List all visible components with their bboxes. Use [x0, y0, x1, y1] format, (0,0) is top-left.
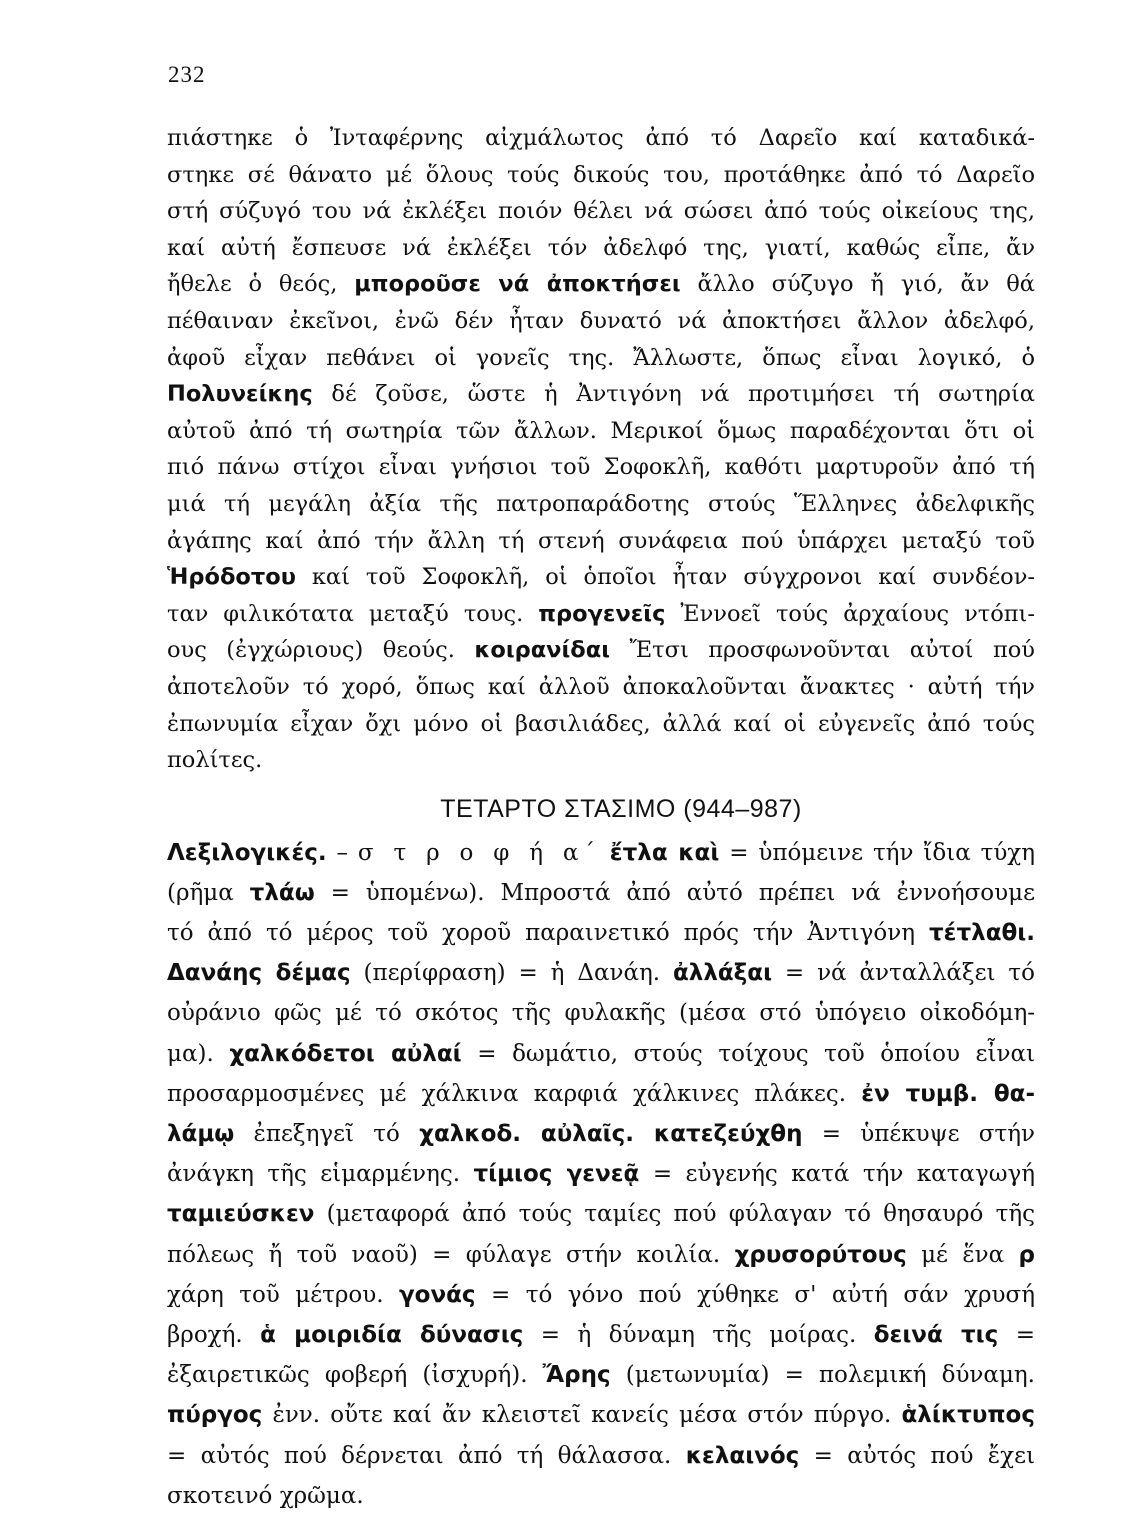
commentary-paragraph: [167, 120, 1035, 779]
text-line: σκοτεινό χρῶμα.: [167, 1482, 364, 1509]
bold-term: ἔτλα καὶ: [609, 839, 720, 866]
text-line: καί αὐτή ἔσπευσε νά ἐκλέξει τόν ἀδελφό της, γιατί, καθώς εἶπε, ἄν: [167, 234, 1035, 261]
text-line: ἀγάπης καί ἀπό τήν ἄλλη τή στενή συνάφεια πού ὑπάρχει μεταξύ τοῦ: [167, 527, 1035, 554]
text-line: Ἡρόδοτου καί τοῦ Σοφοκλῆ, οἱ ὁποῖοι ἦταν σύγχρονοι καί συνδέον-: [167, 564, 1035, 591]
text-line: ἤθελε ὁ θεός, μποροῦσε νά ἀποκτήσει ἄλλο σύζυγο ἤ γιό, ἄν θά: [167, 271, 1035, 298]
text-line: πύργος ἐνν. οὔτε καί ἄν κλειστεῖ κανείς μέσα στόν πύργο. ἁλίκτυπος: [167, 1402, 1035, 1429]
bold-term: ταμιεύσκεν: [167, 1201, 315, 1228]
text-line: οὐράνιο φῶς μέ τό σκότος τῆς φυλακῆς (μέσα στό ὑπόγειο οἰκοδόμη-: [167, 1000, 1035, 1027]
text-line: πέθαιναν ἐκεῖνοι, ἐνῶ δέν ἦταν δυνατό νά ἀποκτήσει ἄλλον ἀδελφό,: [167, 307, 1035, 334]
page-number: 232: [168, 62, 206, 87]
text-line: τό ἀπό τό μέρος τοῦ χοροῦ παραινετικό πρός τήν Ἀντιγόνη τέτλαθι.: [167, 920, 1035, 947]
text-line: (ρῆμα τλάω = ὑπομένω). Μπροστά ἀπό αὐτό πρέπει νά ἐννοήσουμε: [167, 879, 1035, 906]
text-line: ταμιεύσκεν (μεταφορά ἀπό τούς ταμίες πού φύλαγαν τό θησαυρό τῆς: [167, 1201, 1035, 1228]
bold-term: Πολυνείκης: [167, 381, 313, 408]
text-line: Πολυνείκης δέ ζοῦσε, ὥστε ἡ Ἀντιγόνη νά προτιμήσει τή σωτηρία: [167, 381, 1035, 408]
bold-term: ρ: [1018, 1241, 1035, 1268]
text-line: μιά τή μεγάλη ἀξία τῆς πατροπαράδοτης στούς Ἕλληνες ἀδελφικῆς: [167, 490, 1035, 517]
bold-term: δεινά τις: [873, 1321, 999, 1348]
bold-term: προγενεῖς: [538, 600, 666, 627]
text-line: Λεξιλογικές. – σ τ ρ ο φ ή α΄ ἔτλα καὶ = ὑπόμεινε τήν ἴδια τύχη: [167, 839, 1035, 866]
bold-term: τλάω: [249, 879, 315, 906]
text-line: πόλεως ἤ τοῦ ναοῦ) = φύλαγε στήν κοιλία. χρυσορύτους μέ ἕνα ρ: [167, 1241, 1035, 1268]
text-line: χάρη τοῦ μέτρου. γονάς = τό γόνο πού χύθηκε σ' αὐτή σάν χρυσή: [167, 1281, 1035, 1308]
text-line: πιάστηκε ὁ Ἰνταφέρνης αἰχμάλωτος ἀπό τό Δαρεῖο καί καταδικά-: [167, 125, 1035, 151]
text-line: πιό πάνω στίχοι εἶναι γνήσιοι τοῦ Σοφοκλῆ, καθότι μαρτυροῦν ἀπό τή: [167, 454, 1035, 481]
text-line: ἀνάγκη τῆς εἱμαρμένης. τίμιος γενεᾷ = εὐγενής κατά τήν καταγωγή: [167, 1161, 1035, 1188]
bold-term: λάμῳ: [167, 1121, 235, 1147]
text-line: ἀποτελοῦν τό χορό, ὅπως καί ἀλλοῦ ἀποκαλοῦνται ἄνακτες · αὐτή τήν: [167, 673, 1035, 700]
text-line: στή σύζυγό του νά ἐκλέξει ποιόν θέλει νά σώσει ἀπό τούς οἰκείους της,: [167, 198, 1035, 225]
text-line: αὐτοῦ ἀπό τή σωτηρία τῶν ἄλλων. Μερικοί ὅμως παραδέχονται ὅτι οἱ: [167, 417, 1035, 444]
bold-term: Λεξιλογικές.: [167, 839, 327, 866]
text-column: [167, 120, 1035, 1516]
text-line: ταν φιλικότατα μεταξύ τους. προγενεῖς Ἐννοεῖ τούς ἀρχαίους ντόπι-: [167, 600, 1035, 627]
bold-term: κοιρανίδαι: [474, 637, 610, 664]
text-line: βροχή. ἁ μοιριδία δύνασις = ἡ δύναμη τῆς μοίρας. δεινά τις =: [167, 1321, 1035, 1348]
bold-term: χαλκοδ. αὐλαῖς. κατεζεύχθη: [419, 1121, 803, 1147]
bold-term: τίμιος γενεᾷ: [473, 1161, 640, 1188]
bold-term: Ἡρόδοτου: [167, 564, 296, 591]
bold-term: Δανάης δέμας: [167, 960, 351, 987]
bold-term: κελαινός: [685, 1442, 800, 1469]
bold-term: ἐν τυμβ. θα-: [861, 1080, 1035, 1107]
text-line: ἐξαιρετικῶς φοβερή (ἰσχυρή). Ἄρης (μετωνυμία) = πολεμική δύναμη.: [167, 1362, 1035, 1389]
text-line: λάμῳ ἐπεξηγεῖ τό χαλκοδ. αὐλαῖς. κατεζεύχθη = ὑπέκυψε στήν: [167, 1121, 1035, 1147]
bold-term: ἁλίκτυπος: [901, 1402, 1035, 1429]
text-line: Δανάης δέμας (περίφραση) = ἡ Δανάη. ἀλλάξαι = νά ἀνταλλάξει τό: [167, 960, 1035, 987]
text-line: ἐπωνυμία εἶχαν ὄχι μόνο οἱ βασιλιάδες, ἀλλά καί οἱ εὐγενεῖς ἀπό τούς: [167, 710, 1035, 737]
text-line: στηκε σέ θάνατο μέ ὅλους τούς δικούς του, προτάθηκε ἀπό τό Δαρεῖο: [167, 161, 1035, 188]
bold-term: χρυσορύτους: [734, 1241, 907, 1268]
text-line: ους (ἐγχώριους) θεούς. κοιρανίδαι Ἔτσι προσφωνοῦνται αὐτοί πού: [167, 637, 1035, 664]
bold-term: χαλκόδετοι αὐλαί: [229, 1040, 462, 1067]
section-heading: ΤΕΤΑΡΤΟ ΣΤΑΣΙΜΟ (944–987): [440, 794, 802, 823]
bold-term: τέτλαθι.: [928, 920, 1035, 947]
vocabulary-paragraph: [167, 833, 1035, 1516]
text-line: προσαρμοσμένες μέ χάλκινα καρφιά χάλκινες πλάκες. ἐν τυμβ. θα-: [167, 1080, 1035, 1107]
text-line: ἀφοῦ εἶχαν πεθάνει οἱ γονεῖς της. Ἄλλωστε, ὅπως εἶναι λογικό, ὁ: [167, 344, 1035, 371]
text-line: μα). χαλκόδετοι αὐλαί = δωμάτιο, στούς τοίχους τοῦ ὁποίου εἶναι: [167, 1040, 1035, 1067]
bold-term: Ἄρης: [542, 1362, 611, 1389]
strophe-label: σ τ ρ ο φ ή α΄: [357, 839, 600, 866]
bold-term: ἁ μοιριδία δύνασις: [260, 1321, 524, 1348]
text-line: = αὐτός πού δέρνεται ἀπό τή θάλασσα. κελαινός = αὐτός πού ἔχει: [167, 1442, 1035, 1469]
text-line: πολίτες.: [167, 747, 263, 774]
bold-term: ἀλλάξαι: [672, 960, 773, 987]
bold-term: μποροῦσε νά ἀποκτήσει: [354, 271, 681, 298]
bold-term: πύργος: [167, 1402, 263, 1429]
bold-term: γονάς: [398, 1281, 476, 1308]
